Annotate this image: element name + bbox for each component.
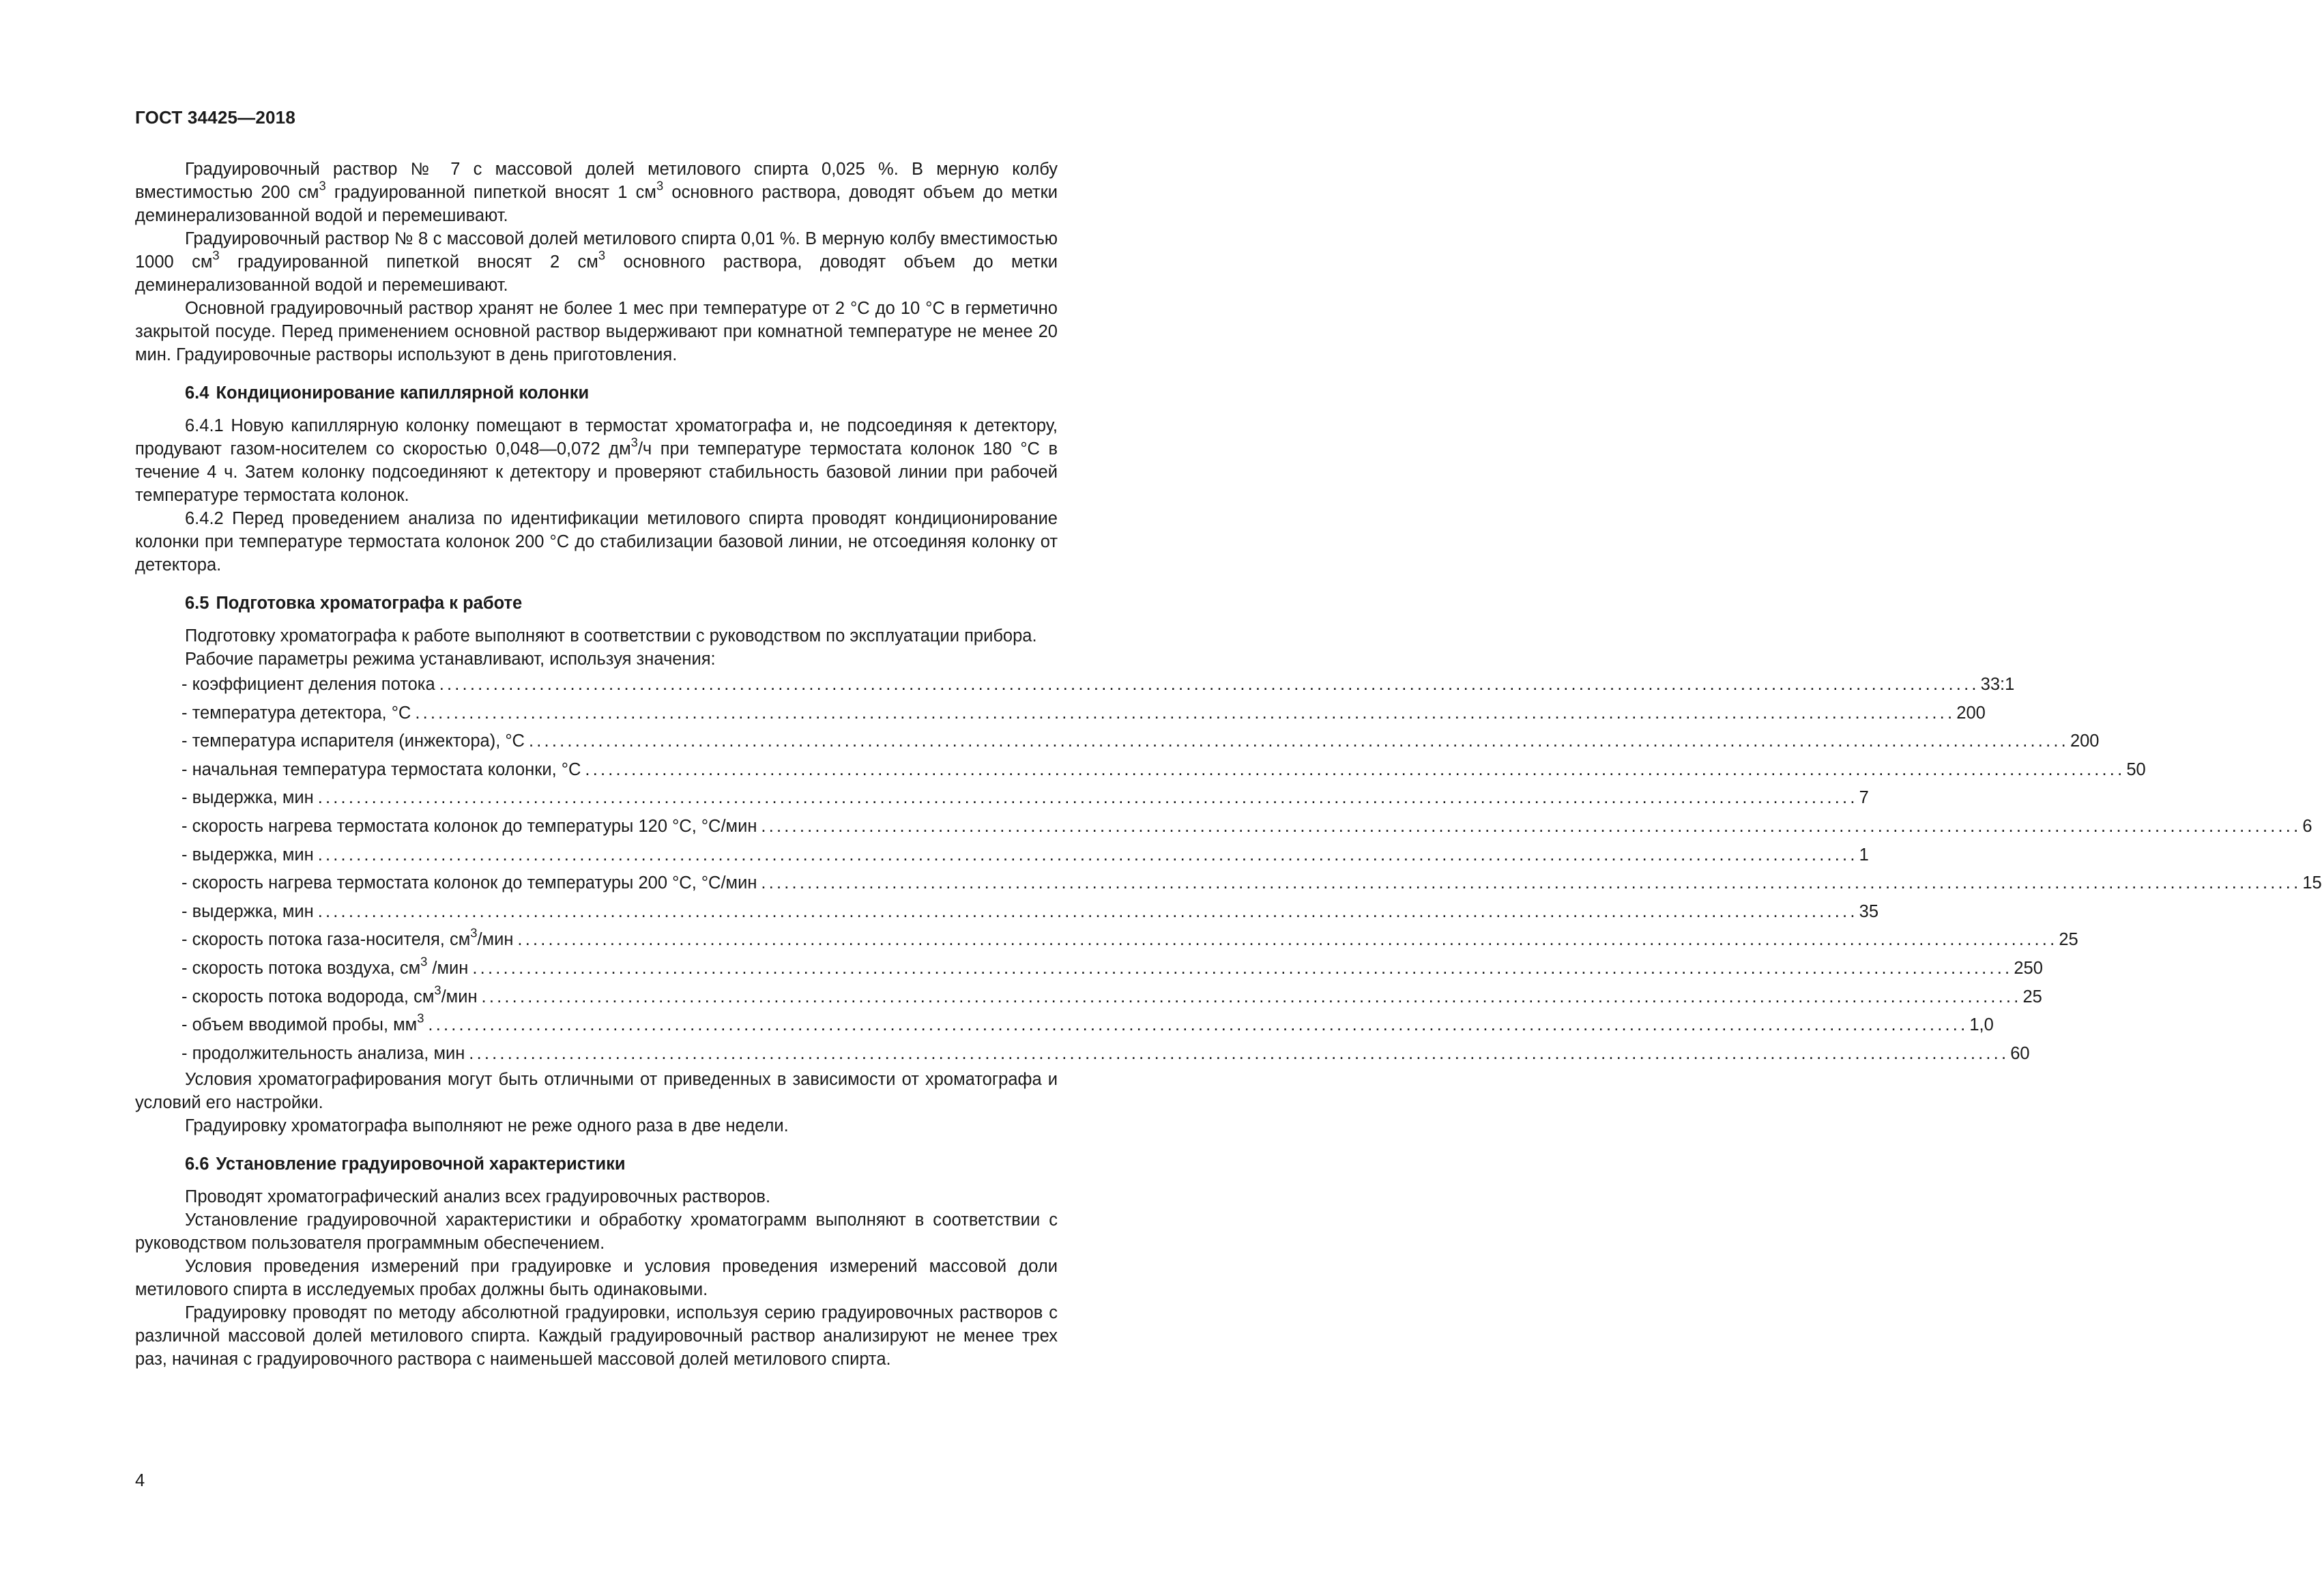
parameter-value: 7 bbox=[1859, 788, 1869, 808]
section-number: 6.6 bbox=[185, 1155, 209, 1174]
parameter-row bbox=[182, 898, 1879, 927]
section-6-6 bbox=[135, 1152, 1058, 1371]
dot-leader: ........................................................................................................................................................................................................ bbox=[472, 958, 2013, 978]
paragraph: Условия хроматографирования могут быть отличными от приведенных в зависимости от хроматографа и условий его настройки. bbox=[135, 1070, 1058, 1113]
dot-leader: ........................................................................................................................................................................................................ bbox=[469, 1043, 2009, 1063]
parameter-value: 250 bbox=[2014, 958, 2043, 978]
section-title-text: Подготовка хроматографа к работе bbox=[216, 594, 523, 613]
parameter-value: 35 bbox=[1859, 901, 1879, 921]
parameter-label: - температура детектора, °С bbox=[182, 703, 411, 723]
superscript: 3 bbox=[420, 954, 428, 969]
superscript: 3 bbox=[598, 248, 606, 263]
parameter-row bbox=[182, 784, 1869, 813]
dot-leader: ........................................................................................................................................................................................................ bbox=[317, 845, 1858, 865]
parameter-label: - начальная температура термостата колонки, °С bbox=[182, 759, 581, 779]
paragraph: Проводят хроматографический анализ всех градуировочных растворов. bbox=[185, 1187, 771, 1207]
superscript: 3 bbox=[470, 925, 478, 940]
dot-leader: ........................................................................................................................................................................................................ bbox=[317, 901, 1858, 921]
dot-leader: ........................................................................................................................................................................................................ bbox=[761, 873, 2302, 893]
parameter-label: - объем вводимой пробы, $мм^3$ bbox=[182, 1011, 424, 1035]
dot-leader: ........................................................................................................................................................................................................ bbox=[528, 731, 2069, 751]
paragraph: Градуировочный раствор № 7 с массовой долей метилового спирта 0,025 %. В мерную колбу вместимостью 200 $см^3$ градуированной пипеткой вносят 1 $см^3$ основного раствора, доводят объем до метки деминерализованной водой и перемешивают. bbox=[135, 160, 1058, 225]
intro-block bbox=[135, 158, 1058, 366]
parameter-value: 200 bbox=[2070, 731, 2100, 751]
parameter-value: 60 bbox=[2010, 1043, 2030, 1063]
dot-leader: ........................................................................................................................................................................................................ bbox=[317, 788, 1858, 808]
parameter-list bbox=[135, 671, 2322, 1068]
superscript: 3 bbox=[319, 178, 326, 193]
parameter-label: - скорость потока газа-носителя, $см^3$/мин bbox=[182, 925, 514, 950]
parameter-label: - скорость потока водорода, $см^3$/мин bbox=[182, 983, 478, 1006]
parameter-value: 1,0 bbox=[1969, 1015, 1994, 1035]
paragraph: Подготовку хроматографа к работе выполняют в соответствии с руководством по эксплуатации прибора. bbox=[185, 626, 1037, 645]
parameter-value: 1 bbox=[1859, 845, 1869, 865]
parameter-row bbox=[182, 1040, 2030, 1069]
parameter-row bbox=[182, 869, 2322, 898]
superscript: 3 bbox=[212, 248, 220, 263]
parameter-value: 15 bbox=[2302, 873, 2322, 893]
paragraph: Градуировочный раствор № 8 с массовой долей метилового спирта 0,01 %. В мерную колбу вместимостью 1000 $см^3$ градуированной пипеткой вносят 2 $см^3$ основного раствора, доводят объем до метки деминерализованной водой и перемешивают. bbox=[135, 229, 1058, 295]
section-6-5 bbox=[135, 592, 2322, 1137]
parameter-label: - продолжительность анализа, мин bbox=[182, 1043, 465, 1063]
parameter-value: 200 bbox=[1956, 703, 1986, 723]
parameter-value: 25 bbox=[2022, 987, 2042, 1006]
dot-leader: ........................................................................................................................................................................................................ bbox=[761, 816, 2302, 836]
parameter-row bbox=[182, 699, 1986, 728]
parameter-value: 6 bbox=[2302, 816, 2312, 836]
parameter-label: - выдержка, мин bbox=[182, 845, 314, 865]
section-number: 6.5 bbox=[185, 594, 209, 613]
standard-header: ГОСТ 34425—2018 bbox=[135, 107, 295, 128]
superscript: 3 bbox=[417, 1011, 424, 1026]
parameter-label: - выдержка, мин bbox=[182, 901, 314, 921]
dot-leader: ........................................................................................................................................................................................................ bbox=[439, 675, 1979, 694]
dot-leader: ........................................................................................................................................................................................................ bbox=[415, 703, 1956, 723]
section-title bbox=[135, 381, 1058, 405]
parameter-value: 33:1 bbox=[1980, 675, 2015, 694]
parameter-label: - скорость потока воздуха, $см^3$ /мин bbox=[182, 954, 469, 978]
paragraph: Градуировку проводят по методу абсолютной градуировки, используя серию градуировочных растворов с различной массовой долей метилового спирта. Каждый градуировочный раствор анализируют не менее трех раз, начиная с градуировочного раствора с наименьшей массовой долей метилового спирта. bbox=[135, 1303, 1058, 1369]
paragraph: Условия проведения измерений при градуировке и условия проведения измерений массовой доли метилового спирта в исследуемых пробах должны быть одинаковыми. bbox=[135, 1257, 1058, 1300]
paragraph: Основной градуировочный раствор хранят не более 1 мес при температуре от 2 °С до 10 °С в герметично закрытой посуде. Перед применением основной раствор выдерживают при комнатной температуре не менее 20 мин. Градуировочные растворы используют в день приготовления. bbox=[135, 299, 1058, 364]
parameter-label: - температура испарителя (инжектора), °С bbox=[182, 731, 525, 751]
parameter-row bbox=[182, 983, 2042, 1012]
parameter-row bbox=[182, 925, 2078, 955]
parameter-row bbox=[182, 841, 1869, 870]
section-title bbox=[135, 592, 1058, 615]
superscript: 3 bbox=[434, 983, 441, 998]
dot-leader: ........................................................................................................................................................................................................ bbox=[585, 759, 2125, 779]
parameter-row bbox=[182, 756, 2146, 785]
parameter-label: - скорость нагрева термостата колонок до температуры 120 °С, °С/мин bbox=[182, 816, 757, 836]
page-number: 4 bbox=[135, 1471, 145, 1490]
parameter-row bbox=[182, 954, 2043, 983]
parameter-label: - коэффициент деления потока bbox=[182, 675, 435, 694]
parameter-row bbox=[182, 671, 2015, 699]
parameter-label: - выдержка, мин bbox=[182, 788, 314, 808]
superscript: 3 bbox=[656, 178, 664, 193]
dot-leader: ........................................................................................................................................................................................................ bbox=[481, 987, 2022, 1006]
parameter-row bbox=[182, 727, 2100, 756]
dot-leader: ........................................................................................................................................................................................................ bbox=[517, 930, 2058, 950]
dot-leader: ........................................................................................................................................................................................................ bbox=[428, 1015, 1969, 1035]
paragraph: Рабочие параметры режима устанавливают, используя значения: bbox=[185, 650, 716, 669]
parameter-row bbox=[182, 1011, 1994, 1040]
paragraph: Градуировку хроматографа выполняют не реже одного раза в две недели. bbox=[185, 1116, 789, 1136]
section-title-text: Кондиционирование капиллярной колонки bbox=[216, 383, 590, 403]
section-number: 6.4 bbox=[185, 383, 209, 403]
parameter-value: 50 bbox=[2126, 759, 2146, 779]
parameter-value: 25 bbox=[2059, 930, 2078, 950]
section-title-text: Установление градуировочной характеристики bbox=[216, 1155, 626, 1174]
parameter-label: - скорость нагрева термостата колонок до температуры 200 °С, °С/мин bbox=[182, 873, 757, 893]
paragraph: 6.4.2 Перед проведением анализа по идентификации метилового спирта проводят кондиционирование колонки при температуре термостата колонок 200 °С до стабилизации базовой линии, не отсоединяя колонку от детектора. bbox=[135, 509, 1058, 575]
parameter-row bbox=[182, 813, 2312, 841]
paragraph: Установление градуировочной характеристики и обработку хроматограмм выполняют в соответствии с руководством пользователя программным обеспечением. bbox=[135, 1210, 1058, 1253]
section-title bbox=[135, 1152, 1058, 1176]
paragraph: 6.4.1 Новую капиллярную колонку помещают в термостат хроматографа и, не подсоединяя к детектору, продувают газом-носителем со скоростью 0,048—0,072 $дм^3/ч$ при температуре термостата колонок 180 °С в течение 4 ч. Затем колонку подсоединяют к детектору и проверяют стабильность базовой линии при рабочей температуре термостата колонок. bbox=[135, 416, 1058, 505]
superscript: 3 bbox=[630, 435, 638, 450]
section-6-4 bbox=[135, 381, 1058, 577]
